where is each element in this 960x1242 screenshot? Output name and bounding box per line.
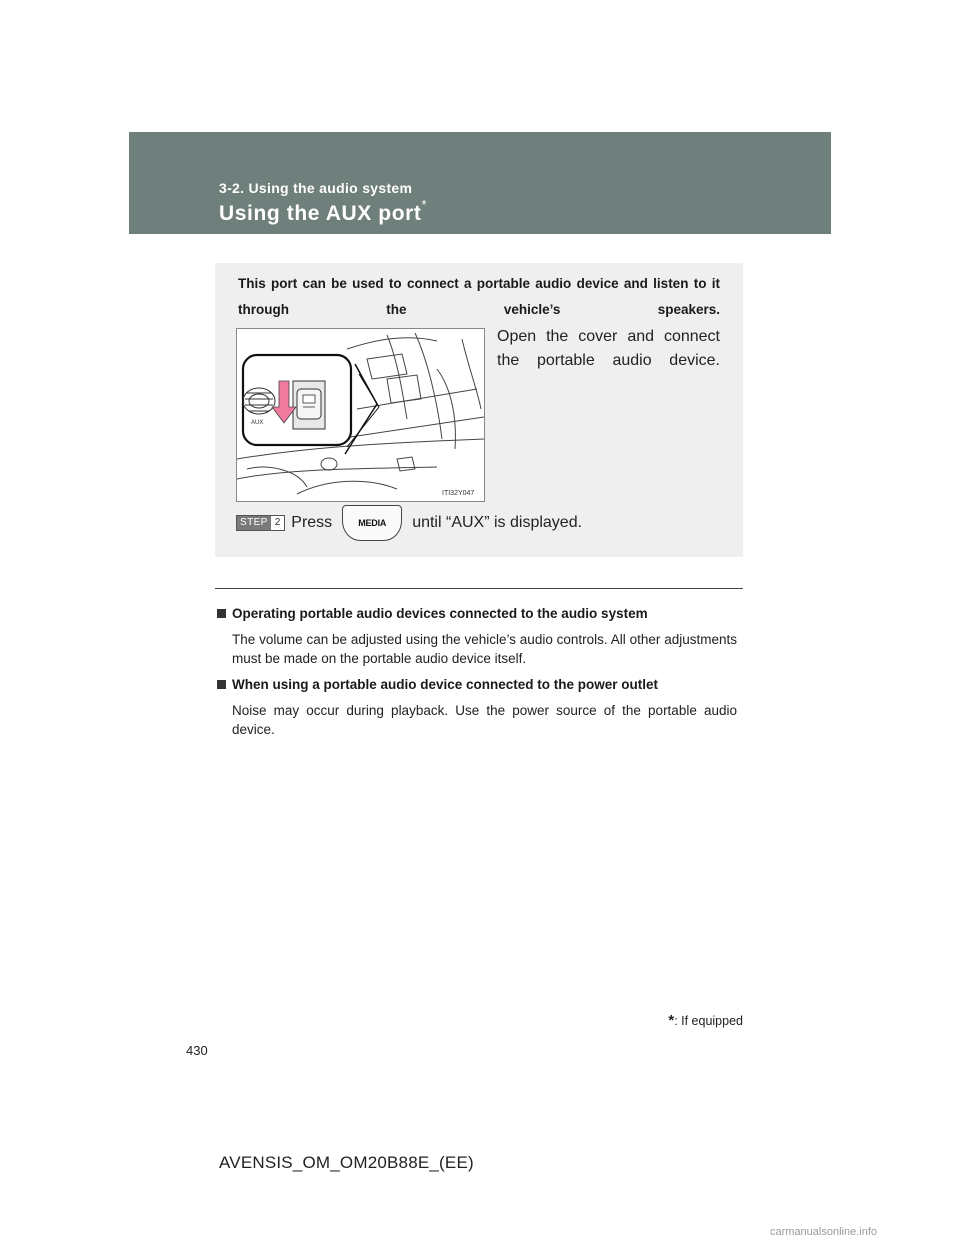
section-divider: [215, 588, 743, 589]
note-body: The volume can be adjusted using the vehicle’s audio controls. All other adjustments must be made on the portable audio device itself.: [232, 632, 737, 666]
note-power-outlet: [217, 675, 737, 739]
note-heading: [217, 675, 737, 695]
watermark: carmanualsonline.info: [770, 1226, 878, 1238]
section-label: 3-2. Using the audio system: [219, 180, 413, 196]
note-heading-text: When using a portable audio device connected to the power outlet: [232, 677, 659, 692]
bullet-square-icon: [217, 680, 226, 689]
footnote-marker: *: [668, 1012, 675, 1029]
page-title-text: Using the AUX port: [219, 202, 422, 225]
port-label: AUX: [251, 420, 264, 426]
note-operating: [217, 604, 737, 668]
aux-port-drawing: [237, 329, 484, 501]
note-heading: [217, 604, 737, 624]
bullet-square-icon: [217, 609, 226, 618]
intro-text: This port can be used to connect a portable audio device and listen to it through the vehicle’s speakers.: [238, 276, 720, 317]
step-2-row: [236, 505, 582, 541]
step-2-text-before: Press: [291, 514, 333, 531]
figure-code: ITI32Y047: [442, 490, 475, 497]
step-1-text: Open the cover and connect the portable audio device.: [497, 328, 720, 369]
step-2-badge: [236, 515, 285, 531]
page-title: [219, 197, 428, 226]
aux-port-illustration: [236, 328, 485, 502]
note-body: Noise may occur during playback. Use the power source of the portable audio device.: [232, 703, 737, 737]
footnote-text: : If equipped: [674, 1014, 743, 1028]
footnote: [620, 1012, 743, 1029]
step-2-text-after: until “AUX” is displayed.: [412, 514, 583, 531]
media-button-icon: MEDIA: [342, 505, 402, 541]
step-badge-label: STEP: [237, 516, 271, 530]
step-badge-number: 2: [274, 517, 281, 528]
page-number: 430: [186, 1043, 208, 1058]
document-id: AVENSIS_OM_OM20B88E_(EE): [219, 1153, 474, 1172]
if-equipped-marker: *: [421, 197, 428, 212]
note-heading-text: Operating portable audio devices connected to the audio system: [232, 606, 648, 621]
